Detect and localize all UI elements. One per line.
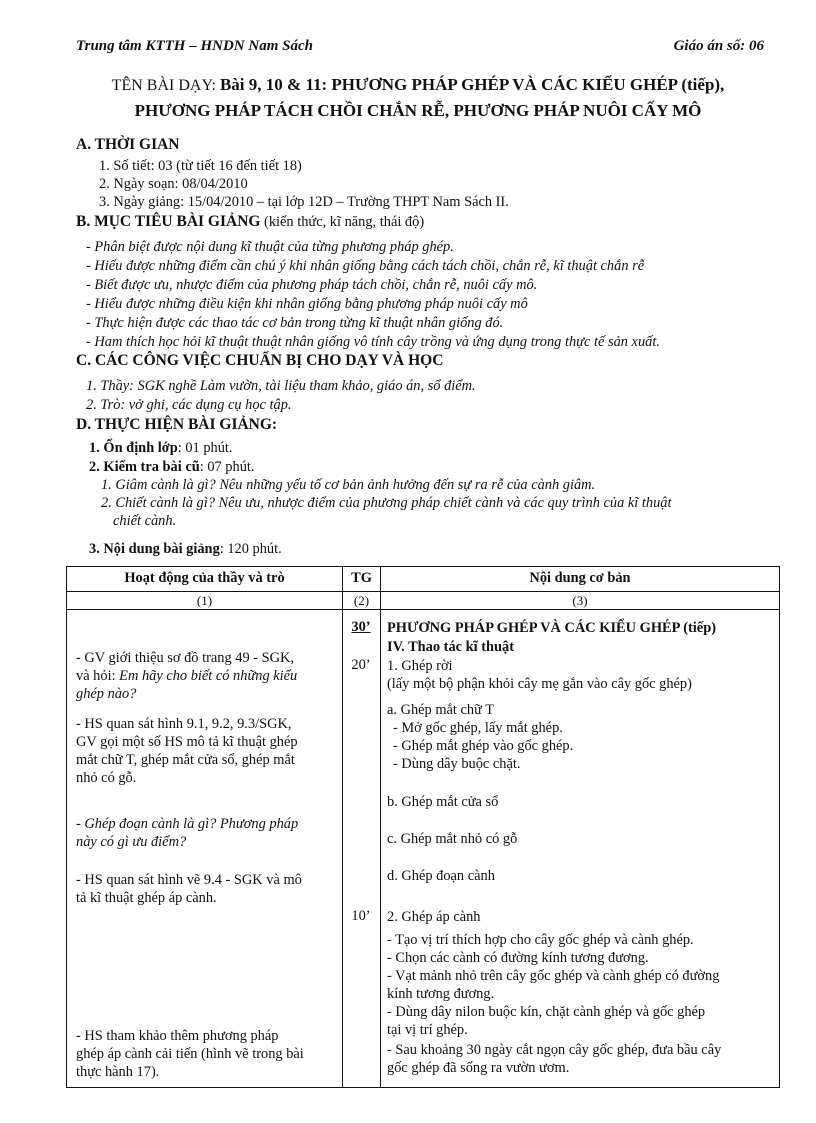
objective-item: - Ham thích học hỏi kĩ thuật thuật nhân giống vô tính cây trồng và ứng dụng trong thực tế sản xuất. (86, 334, 660, 350)
page-header (76, 38, 764, 55)
time-total: 30’ (351, 619, 371, 635)
section-a-heading: A. THỜI GIAN (76, 136, 180, 153)
objective-item: - Hiểu được những điểm cần chú ý khi nhân giống bằng cách tách chồi, chắn rễ, kĩ thuật chắn rễ (86, 258, 645, 274)
check-question-2: 2. Chiết cành là gì? Nêu ưu, nhược điểm của phương pháp chiết cành và các quy trình của kĩ thuật (101, 495, 672, 511)
objective-item: - Biết được ưu, nhược điểm của phương pháp tách chồi, chắn rễ, nuôi cấy mô. (86, 277, 538, 293)
activity-block-1: - GV giới thiệu sơ đồ trang 49 - SGK, và hỏi: Em hãy cho biết có những kiểu ghép nào? (76, 650, 298, 702)
column-header-content: Nội dung cơ bản (529, 570, 631, 586)
content-graft-free: 1. Ghép rời (387, 658, 453, 674)
content-section-2: 2. Ghép áp cành (387, 909, 481, 925)
old-lesson-check: 2. Kiểm tra bài cũ: 07 phút. (89, 459, 255, 475)
section-b-note: (kiến thức, kĩ năng, thái độ) (260, 214, 425, 230)
content-step: - Tạo vị trí thích hợp cho cây gốc ghép và cành ghép. (387, 932, 694, 948)
content-heading-2: IV. Thao tác kĩ thuật (387, 639, 515, 655)
title-prefix: TÊN BÀI DẠY: (111, 77, 220, 94)
lesson-content-duration: 3. Nội dung bài giảng: 120 phút. (89, 541, 282, 557)
activity-block-4: - HS quan sát hình vẽ 9.4 - SGK và mô tả kĩ thuật ghép áp cành. (76, 872, 302, 906)
content-item-b: b. Ghép mắt cửa sổ (387, 794, 499, 810)
lesson-table (66, 566, 780, 1088)
header-center-name: Trung tâm KTTH – HNDN Nam Sách (76, 38, 313, 54)
content-step: - Vạt mảnh nhỏ trên cây gốc ghép và cành ghép có đường (387, 968, 720, 984)
preparation-item: 2. Trò: vở ghi, các dụng cụ học tập. (86, 397, 292, 413)
section-a-item-3: 3. Ngày giảng: 15/04/2010 – tại lớp 12D – Trường THPT Nam Sách II. (99, 194, 509, 210)
section-d-heading: D. THỰC HIỆN BÀI GIẢNG: (76, 416, 278, 433)
activity-block-2: - HS quan sát hình 9.1, 9.2, 9.3/SGK, GV gọi một số HS mô tả kĩ thuật ghép mắt chữ T, ghép mắt cửa sổ, ghép mắt nhỏ có gỗ. (76, 716, 298, 786)
time-part-1: 20’ (351, 657, 371, 673)
objective-item: - Thực hiện được các thao tác cơ bản trong từng kĩ thuật nhân giống đó. (86, 315, 504, 331)
content-heading-1: PHƯƠNG PHÁP GHÉP VÀ CÁC KIỂU GHÉP (tiếp) (387, 620, 716, 636)
content-step: - Mở gốc ghép, lấy mắt ghép. (393, 720, 563, 736)
content-step: - Chọn các cành có đường kính tương đương. (387, 950, 649, 966)
column-header-time: TG (351, 570, 372, 586)
content-step: - Dùng dây nilon buộc kín, chặt cành ghép và gốc ghép (387, 1004, 706, 1020)
content-graft-free-desc: (lấy một bộ phận khỏi cây mẹ gắn vào cây gốc ghép) (387, 676, 692, 692)
content-item-c: c. Ghép mắt nhỏ có gỗ (387, 831, 518, 847)
title-text-2: PHƯƠNG PHÁP TÁCH CHỒI CHẮN RỄ, PHƯƠNG PHÁP NUÔI CẤY MÔ (134, 101, 702, 120)
content-step: kính tương đương. (387, 986, 495, 1002)
content-step: - Ghép mắt ghép vào gốc ghép. (393, 738, 574, 754)
section-a-item-1: 1. Số tiết: 03 (từ tiết 16 đến tiết 18) (99, 158, 302, 174)
column-sub-3: (3) (572, 593, 588, 608)
time-part-2: 10’ (351, 908, 371, 924)
check-question-1: 1. Giâm cành là gì? Nêu những yếu tố cơ bản ảnh hưởng đến sự ra rễ của cành giâm. (101, 477, 596, 493)
column-sub-1: (1) (196, 593, 213, 608)
section-b-title: B. MỤC TIÊU BÀI GIẢNG (76, 213, 261, 230)
content-item-d: d. Ghép đoạn cành (387, 868, 495, 884)
section-c-heading: C. CÁC CÔNG VIỆC CHUẨN BỊ CHO DẠY VÀ HỌC (76, 352, 444, 369)
section-a-item-2: 2. Ngày soạn: 08/04/2010 (99, 176, 248, 192)
objective-item: - Phân biệt được nội dung kĩ thuật của từng phương pháp ghép. (86, 239, 454, 255)
lesson-title-line-1 (60, 72, 776, 99)
preparation-item: 1. Thầy: SGK nghề Làm vườn, tài liệu tham khảo, giáo án, sổ điểm. (86, 378, 476, 394)
activity-block-3: - Ghép đoạn cành là gì? Phương pháp này có gì ưu điểm? (76, 816, 299, 850)
objective-item: - Hiểu được những điều kiện khi nhân giống bằng phương pháp nuôi cấy mô (86, 296, 528, 312)
lesson-title-line-2 (60, 98, 776, 125)
column-sub-2: (2) (353, 593, 370, 608)
title-text-1: Bài 9, 10 & 11: PHƯƠNG PHÁP GHÉP VÀ CÁC KIỂU GHÉP (tiếp), (219, 75, 725, 94)
column-divider (380, 567, 381, 1087)
activity-block-5: - HS tham khảo thêm phương pháp ghép áp cành cải tiến (hình vẽ trong bài thực hành 17). (76, 1028, 304, 1080)
content-step: gốc ghép đã sống ra vườn ươm. (387, 1060, 570, 1076)
header-lesson-number: Giáo án số: 06 (673, 38, 764, 54)
content-step: tại vị trí ghép. (387, 1022, 468, 1038)
section-b-heading (76, 213, 424, 231)
content-item-a: a. Ghép mắt chữ T (387, 702, 495, 718)
column-header-activity: Hoạt động của thầy và trò (124, 570, 285, 586)
row-divider (67, 609, 779, 610)
row-divider (67, 591, 779, 592)
content-step: - Dùng dây buộc chặt. (393, 756, 521, 772)
content-step: - Sau khoảng 30 ngày cắt ngọn cây gốc ghép, đưa bầu cây (387, 1042, 722, 1058)
class-stabilize: 1. Ổn định lớp: 01 phút. (89, 440, 233, 456)
check-question-2-cont: chiết cành. (113, 513, 177, 529)
